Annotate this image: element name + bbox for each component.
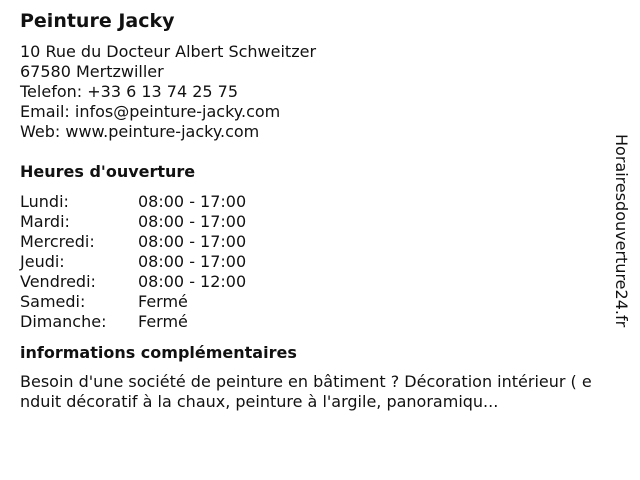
watermark-text: Horairesdouverture24.fr xyxy=(612,134,631,328)
additional-info-heading: informations complémentaires xyxy=(20,343,297,362)
hours-row-friday xyxy=(20,272,600,292)
address-line-2: 67580 Mertzwiller xyxy=(20,62,164,81)
day-label: Dimanche: xyxy=(20,312,107,331)
day-hours: 08:00 - 12:00 xyxy=(138,272,247,291)
opening-hours-list xyxy=(20,192,600,332)
opening-hours-heading: Heures d'ouverture xyxy=(20,162,196,181)
day-hours: 08:00 - 17:00 xyxy=(138,212,247,231)
hours-row-monday xyxy=(20,192,600,212)
day-hours: Fermé xyxy=(138,292,188,311)
business-info xyxy=(20,8,600,412)
day-label: Vendredi: xyxy=(20,272,96,291)
phone-text: Telefon: +33 6 13 74 25 75 xyxy=(20,82,239,101)
hours-row-tuesday xyxy=(20,212,600,232)
hours-row-sunday xyxy=(20,312,600,332)
website-text: Web: www.peinture-jacky.com xyxy=(20,122,260,141)
additional-info-text: Besoin d'une société de peinture en bâtiment ? Décoration intérieur ( enduit décoratif à la chaux, peinture à l'argile, panoramiqu... xyxy=(20,372,592,411)
hours-row-saturday xyxy=(20,292,600,312)
business-name: Peinture Jacky xyxy=(20,10,175,32)
watermark xyxy=(612,134,632,374)
day-hours: 08:00 - 17:00 xyxy=(138,252,247,271)
hours-row-thursday xyxy=(20,252,600,272)
day-label: Lundi: xyxy=(20,192,69,211)
day-hours: Fermé xyxy=(138,312,188,331)
day-label: Mercredi: xyxy=(20,232,95,251)
hours-row-wednesday xyxy=(20,232,600,252)
day-label: Mardi: xyxy=(20,212,70,231)
day-hours: 08:00 - 17:00 xyxy=(138,232,247,251)
day-label: Samedi: xyxy=(20,292,86,311)
day-hours: 08:00 - 17:00 xyxy=(138,192,247,211)
day-label: Jeudi: xyxy=(20,252,65,271)
email-text: Email: infos@peinture-jacky.com xyxy=(20,102,281,121)
address-line-1: 10 Rue du Docteur Albert Schweitzer xyxy=(20,42,317,61)
